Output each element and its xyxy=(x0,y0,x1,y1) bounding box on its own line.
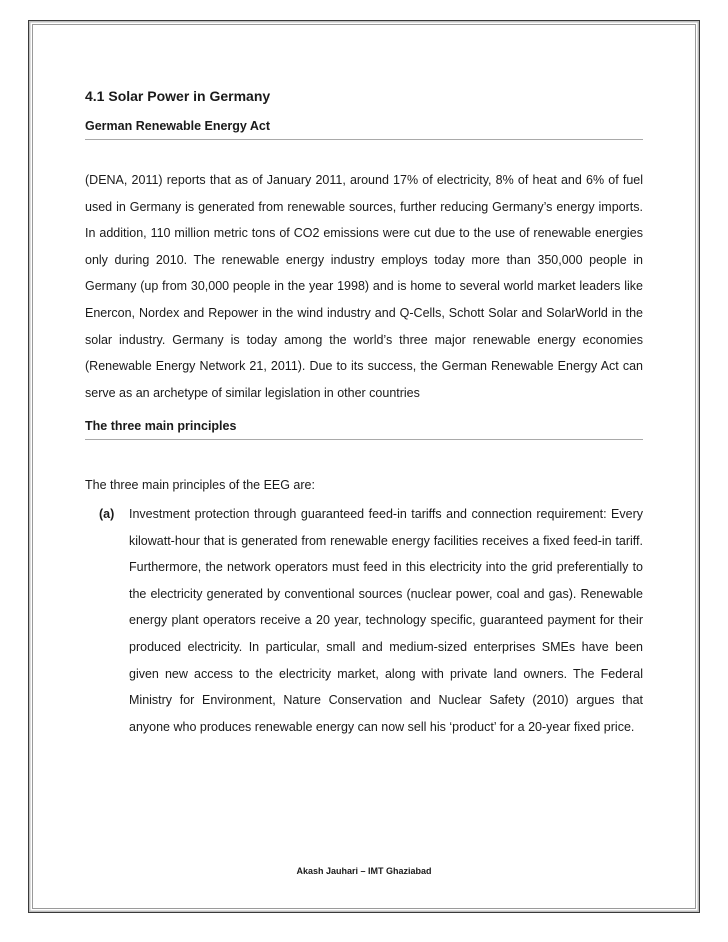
page-footer: Akash Jauhari – IMT Ghaziabad xyxy=(296,866,432,876)
list-item xyxy=(85,501,643,740)
list-marker: (a) xyxy=(99,506,115,521)
list-item-text: Investment protection through guaranteed feed-in tariffs and connection requirement: Every kilowatt-hour that is generated from renewable energy facilities receives a fixed feed-in tariff. Furthermore, the network operators must feed in this electricity into the grid preferentially to the electricity generated by conventional sources (nuclear power, coal and gas). Renewable energy plant operators receive a 20 year, technology specific, guaranteed payment for their produced electricity. In particular, small and medium-sized enterprises SMEs have been given new access to the electricity market, along with private land owners. The Federal Ministry for Environment, Nature Conservation and Nuclear Safety (2010) argues that anyone who produces renewable energy can now sell his ‘product’ for a 20-year fixed price. xyxy=(129,506,643,734)
subheading-renewable-energy-act: German Renewable Energy Act xyxy=(85,118,643,140)
paragraph-renewable-energy: (DENA, 2011) reports that as of January 2011, around 17% of electricity, 8% of heat and 6% of fuel used in Germany is generated from renewable sources, further reducing Germany’s energy imports. In addition, 110 million metric tons of CO2 emissions were cut due to the use of renewable energies only during 2010. The renewable energy industry employs today more than 350,000 people in Germany (up from 30,000 people in the year 1998) and is home to several world market leaders like Enercon, Nordex and Repower in the wind industry and Q-Cells, Schott Solar and SolarWorld in the solar industry. Germany is today among the world’s three major renewable energy economies (Renewable Energy Network 21, 2011). Due to its success, the German Renewable Energy Act can serve as an archetype of similar legislation in other countries xyxy=(85,173,643,400)
section-title: 4.1 Solar Power in Germany xyxy=(85,88,271,104)
principles-intro: The three main principles of the EEG are: xyxy=(85,478,315,493)
document-body xyxy=(85,86,643,740)
subheading-main-principles: The three main principles xyxy=(85,418,643,440)
